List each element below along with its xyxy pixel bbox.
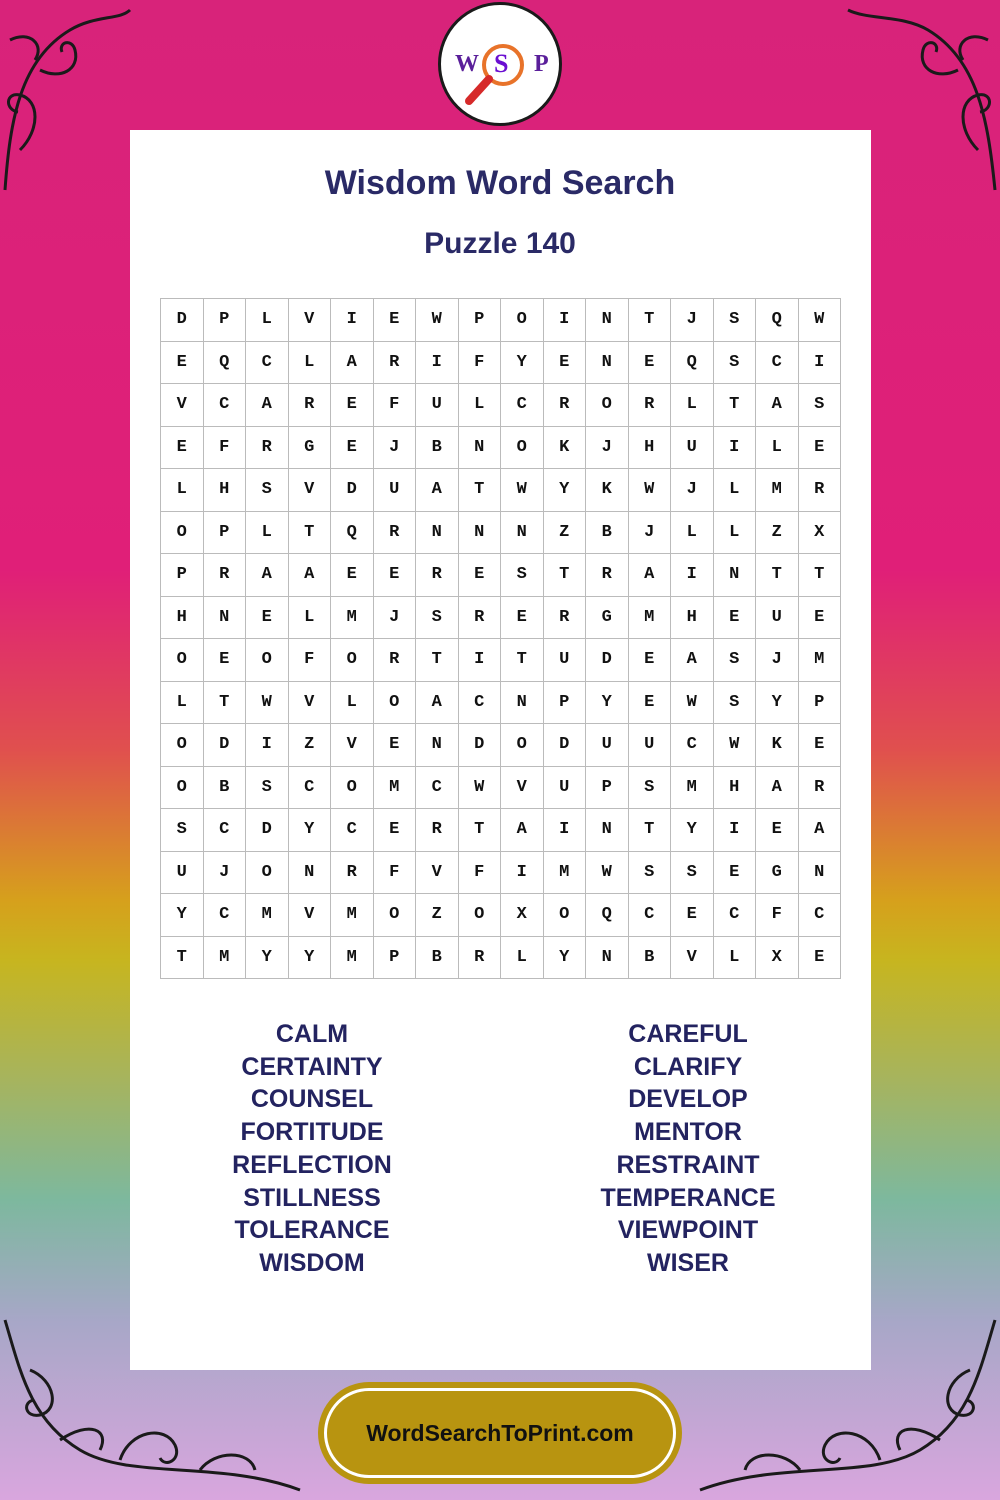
grid-cell: M <box>374 767 417 810</box>
grid-cell: R <box>374 639 417 682</box>
grid-cell: R <box>459 937 502 980</box>
grid-row <box>161 724 841 767</box>
grid-cell: H <box>629 427 672 470</box>
grid-cell: U <box>756 597 799 640</box>
grid-cell: T <box>289 512 332 555</box>
grid-cell: C <box>416 767 459 810</box>
grid-cell: S <box>501 554 544 597</box>
grid-cell: F <box>756 894 799 937</box>
grid-cell: L <box>246 512 289 555</box>
grid-cell: J <box>374 427 417 470</box>
grid-cell: K <box>586 469 629 512</box>
grid-row <box>161 469 841 512</box>
grid-cell: W <box>629 469 672 512</box>
grid-cell: V <box>161 384 204 427</box>
grid-cell: O <box>246 639 289 682</box>
grid-cell: T <box>161 937 204 980</box>
grid-cell: W <box>586 852 629 895</box>
grid-cell: I <box>246 724 289 767</box>
grid-cell: I <box>459 639 502 682</box>
grid-cell: V <box>289 894 332 937</box>
grid-cell: E <box>544 342 587 385</box>
grid-cell: E <box>161 427 204 470</box>
grid-cell: W <box>714 724 757 767</box>
grid-cell: E <box>331 554 374 597</box>
grid-row <box>161 299 841 342</box>
grid-cell: O <box>501 427 544 470</box>
grid-row <box>161 852 841 895</box>
grid-row <box>161 427 841 470</box>
grid-cell: U <box>416 384 459 427</box>
grid-cell: E <box>629 639 672 682</box>
word-list-item: DEVELOP <box>628 1085 748 1114</box>
grid-cell: A <box>501 809 544 852</box>
word-list-item: WISER <box>647 1248 729 1277</box>
grid-cell: R <box>799 469 842 512</box>
grid-cell: V <box>416 852 459 895</box>
grid-cell: B <box>204 767 247 810</box>
grid-cell: N <box>289 852 332 895</box>
magnifier-icon <box>441 5 559 123</box>
grid-cell: L <box>289 342 332 385</box>
grid-cell: E <box>799 427 842 470</box>
grid-cell: L <box>289 597 332 640</box>
grid-cell: O <box>161 639 204 682</box>
grid-cell: F <box>374 852 417 895</box>
grid-cell: J <box>671 469 714 512</box>
grid-cell: W <box>459 767 502 810</box>
grid-cell: O <box>161 767 204 810</box>
grid-cell: S <box>714 639 757 682</box>
word-list-item: REFLECTION <box>232 1150 392 1179</box>
grid-cell: C <box>246 342 289 385</box>
grid-cell: N <box>204 597 247 640</box>
grid-cell: Y <box>501 342 544 385</box>
grid-cell: I <box>671 554 714 597</box>
grid-cell: L <box>756 427 799 470</box>
grid-cell: J <box>586 427 629 470</box>
grid-cell: I <box>799 342 842 385</box>
grid-cell: D <box>331 469 374 512</box>
grid-cell: E <box>246 597 289 640</box>
grid-cell: L <box>714 512 757 555</box>
grid-cell: P <box>586 767 629 810</box>
grid-cell: E <box>629 682 672 725</box>
grid-cell: E <box>374 809 417 852</box>
grid-cell: A <box>246 384 289 427</box>
grid-cell: O <box>544 894 587 937</box>
grid-cell: P <box>459 299 502 342</box>
grid-cell: E <box>756 809 799 852</box>
grid-cell: C <box>204 894 247 937</box>
grid-cell: Z <box>756 512 799 555</box>
grid-cell: M <box>756 469 799 512</box>
grid-cell: G <box>289 427 332 470</box>
grid-cell: V <box>501 767 544 810</box>
grid-cell: E <box>204 639 247 682</box>
site-link-button[interactable]: WordSearchToPrint.com <box>324 1388 676 1478</box>
grid-cell: S <box>714 342 757 385</box>
grid-cell: M <box>246 894 289 937</box>
grid-cell: V <box>671 937 714 980</box>
grid-cell: E <box>799 724 842 767</box>
grid-cell: E <box>671 894 714 937</box>
grid-cell: T <box>501 639 544 682</box>
grid-cell: C <box>671 724 714 767</box>
grid-cell: E <box>161 342 204 385</box>
grid-row <box>161 597 841 640</box>
grid-cell: I <box>416 342 459 385</box>
grid-cell: N <box>714 554 757 597</box>
grid-cell: R <box>459 597 502 640</box>
grid-cell: D <box>246 809 289 852</box>
grid-cell: Q <box>671 342 714 385</box>
grid-cell: A <box>416 682 459 725</box>
grid-cell: N <box>501 512 544 555</box>
grid-cell: A <box>331 342 374 385</box>
grid-cell: W <box>246 682 289 725</box>
grid-cell: N <box>586 937 629 980</box>
grid-cell: B <box>629 937 672 980</box>
grid-cell: U <box>374 469 417 512</box>
grid-cell: N <box>799 852 842 895</box>
word-list-item: CERTAINTY <box>241 1052 383 1081</box>
grid-cell: A <box>416 469 459 512</box>
grid-row <box>161 342 841 385</box>
letter-grid <box>160 298 841 979</box>
grid-cell: T <box>799 554 842 597</box>
grid-cell: C <box>459 682 502 725</box>
grid-cell: Y <box>161 894 204 937</box>
grid-cell: M <box>629 597 672 640</box>
grid-cell: S <box>246 767 289 810</box>
grid-cell: J <box>756 639 799 682</box>
grid-cell: O <box>246 852 289 895</box>
grid-cell: N <box>586 342 629 385</box>
grid-cell: O <box>374 894 417 937</box>
grid-cell: R <box>331 852 374 895</box>
grid-cell: O <box>161 724 204 767</box>
grid-cell: D <box>459 724 502 767</box>
grid-cell: S <box>714 682 757 725</box>
grid-cell: V <box>289 682 332 725</box>
grid-cell: Z <box>289 724 332 767</box>
grid-cell: I <box>714 809 757 852</box>
grid-cell: F <box>459 852 502 895</box>
grid-cell: Y <box>544 469 587 512</box>
grid-cell: O <box>331 639 374 682</box>
grid-row <box>161 682 841 725</box>
grid-cell: T <box>459 469 502 512</box>
page-title: Wisdom Word Search <box>324 164 676 202</box>
grid-cell: E <box>331 384 374 427</box>
grid-cell: L <box>671 384 714 427</box>
grid-cell: N <box>501 682 544 725</box>
grid-cell: N <box>416 512 459 555</box>
grid-cell: A <box>799 809 842 852</box>
grid-cell: O <box>374 682 417 725</box>
grid-row <box>161 512 841 555</box>
grid-cell: T <box>459 809 502 852</box>
grid-cell: S <box>629 852 672 895</box>
grid-cell: O <box>331 767 374 810</box>
grid-cell: S <box>629 767 672 810</box>
logo-letter-s: S <box>494 49 509 78</box>
grid-cell: R <box>544 597 587 640</box>
grid-cell: S <box>246 469 289 512</box>
word-list-item: COUNSEL <box>250 1085 374 1114</box>
grid-row <box>161 937 841 980</box>
grid-cell: R <box>544 384 587 427</box>
grid-cell: U <box>629 724 672 767</box>
grid-cell: B <box>416 427 459 470</box>
grid-cell: M <box>331 894 374 937</box>
word-list-item: MENTOR <box>634 1118 742 1147</box>
grid-cell: V <box>331 724 374 767</box>
grid-cell: B <box>586 512 629 555</box>
grid-cell: E <box>331 427 374 470</box>
grid-cell: R <box>374 342 417 385</box>
grid-cell: P <box>544 682 587 725</box>
grid-cell: E <box>374 554 417 597</box>
grid-cell: E <box>799 937 842 980</box>
grid-cell: M <box>799 639 842 682</box>
grid-cell: W <box>416 299 459 342</box>
word-list-item: CALM <box>275 1020 349 1048</box>
grid-cell: D <box>586 639 629 682</box>
grid-cell: N <box>416 724 459 767</box>
grid-cell: A <box>289 554 332 597</box>
word-list-item: TOLERANCE <box>234 1216 390 1245</box>
grid-cell: L <box>246 299 289 342</box>
grid-cell: Y <box>289 809 332 852</box>
grid-cell: K <box>544 427 587 470</box>
word-list-right <box>538 1018 838 1280</box>
grid-cell: Q <box>204 342 247 385</box>
grid-cell: O <box>501 724 544 767</box>
grid-cell: Z <box>544 512 587 555</box>
grid-cell: W <box>671 682 714 725</box>
grid-cell: T <box>714 384 757 427</box>
word-list-item: FORTITUDE <box>240 1118 384 1147</box>
grid-cell: U <box>161 852 204 895</box>
grid-cell: R <box>246 427 289 470</box>
grid-cell: A <box>756 384 799 427</box>
grid-cell: S <box>416 597 459 640</box>
grid-cell: F <box>459 342 502 385</box>
grid-cell: T <box>544 554 587 597</box>
grid-cell: L <box>331 682 374 725</box>
grid-cell: N <box>586 809 629 852</box>
grid-cell: C <box>756 342 799 385</box>
grid-cell: Q <box>331 512 374 555</box>
grid-cell: Z <box>416 894 459 937</box>
grid-cell: H <box>161 597 204 640</box>
grid-cell: A <box>629 554 672 597</box>
grid-cell: Y <box>246 937 289 980</box>
grid-cell: P <box>204 299 247 342</box>
grid-cell: F <box>289 639 332 682</box>
grid-cell: F <box>204 427 247 470</box>
grid-cell: E <box>374 299 417 342</box>
grid-cell: S <box>714 299 757 342</box>
grid-cell: N <box>459 512 502 555</box>
grid-cell: G <box>586 597 629 640</box>
grid-cell: E <box>459 554 502 597</box>
grid-cell: A <box>671 639 714 682</box>
grid-cell: P <box>204 512 247 555</box>
grid-cell: G <box>756 852 799 895</box>
grid-cell: X <box>756 937 799 980</box>
word-list-item: WISDOM <box>259 1248 365 1277</box>
grid-cell: T <box>629 809 672 852</box>
grid-cell: J <box>204 852 247 895</box>
grid-cell: B <box>416 937 459 980</box>
grid-row <box>161 384 841 427</box>
grid-cell: T <box>416 639 459 682</box>
grid-cell: E <box>799 597 842 640</box>
logo-letter-p: P <box>534 51 549 77</box>
grid-cell: C <box>629 894 672 937</box>
grid-cell: L <box>161 682 204 725</box>
word-list-item: RESTRAINT <box>616 1150 760 1179</box>
word-list-item: VIEWPOINT <box>617 1216 759 1245</box>
grid-cell: R <box>799 767 842 810</box>
grid-cell: Y <box>671 809 714 852</box>
word-list-item: CAREFUL <box>628 1020 748 1048</box>
grid-cell: U <box>586 724 629 767</box>
grid-cell: C <box>501 384 544 427</box>
grid-cell: X <box>799 512 842 555</box>
grid-cell: N <box>459 427 502 470</box>
grid-cell: Y <box>756 682 799 725</box>
grid-cell: O <box>586 384 629 427</box>
grid-cell: W <box>799 299 842 342</box>
grid-cell: F <box>374 384 417 427</box>
grid-cell: V <box>289 469 332 512</box>
grid-cell: Y <box>289 937 332 980</box>
grid-cell: R <box>416 809 459 852</box>
grid-cell: L <box>671 512 714 555</box>
grid-cell: R <box>586 554 629 597</box>
grid-cell: T <box>204 682 247 725</box>
grid-cell: S <box>671 852 714 895</box>
word-list-item: CLARIFY <box>633 1052 743 1081</box>
grid-cell: R <box>204 554 247 597</box>
grid-cell: C <box>289 767 332 810</box>
grid-cell: R <box>629 384 672 427</box>
logo-letter-w: W <box>455 51 479 77</box>
grid-cell: C <box>331 809 374 852</box>
grid-cell: D <box>161 299 204 342</box>
grid-cell: N <box>586 299 629 342</box>
grid-cell: L <box>714 469 757 512</box>
grid-cell: E <box>374 724 417 767</box>
grid-cell: S <box>161 809 204 852</box>
grid-cell: T <box>756 554 799 597</box>
grid-cell: Y <box>544 937 587 980</box>
grid-cell: H <box>204 469 247 512</box>
grid-cell: C <box>204 384 247 427</box>
grid-cell: O <box>501 299 544 342</box>
grid-cell: U <box>544 767 587 810</box>
grid-cell: J <box>671 299 714 342</box>
grid-cell: L <box>161 469 204 512</box>
grid-cell: R <box>289 384 332 427</box>
grid-cell: A <box>756 767 799 810</box>
word-list-item: TEMPERANCE <box>600 1183 776 1212</box>
grid-cell: I <box>544 809 587 852</box>
grid-cell: Y <box>586 682 629 725</box>
grid-cell: C <box>204 809 247 852</box>
grid-row <box>161 554 841 597</box>
grid-cell: X <box>501 894 544 937</box>
grid-cell: D <box>544 724 587 767</box>
grid-cell: S <box>799 384 842 427</box>
grid-cell: H <box>714 767 757 810</box>
grid-cell: W <box>501 469 544 512</box>
grid-row <box>161 639 841 682</box>
grid-cell: E <box>501 597 544 640</box>
grid-cell: R <box>416 554 459 597</box>
grid-cell: I <box>501 852 544 895</box>
grid-cell: H <box>671 597 714 640</box>
logo <box>438 2 562 126</box>
grid-cell: L <box>714 937 757 980</box>
grid-cell: E <box>714 852 757 895</box>
grid-cell: Q <box>756 299 799 342</box>
grid-cell: V <box>289 299 332 342</box>
word-list-item: STILLNESS <box>243 1183 381 1212</box>
grid-cell: I <box>714 427 757 470</box>
grid-cell: M <box>544 852 587 895</box>
grid-cell: E <box>629 342 672 385</box>
grid-cell: P <box>161 554 204 597</box>
grid-cell: U <box>544 639 587 682</box>
grid-row <box>161 809 841 852</box>
grid-cell: M <box>331 937 374 980</box>
grid-cell: D <box>204 724 247 767</box>
grid-cell: C <box>714 894 757 937</box>
grid-cell: P <box>374 937 417 980</box>
grid-cell: Q <box>586 894 629 937</box>
grid-cell: T <box>629 299 672 342</box>
grid-cell: A <box>246 554 289 597</box>
grid-row <box>161 894 841 937</box>
grid-cell: K <box>756 724 799 767</box>
grid-cell: J <box>629 512 672 555</box>
grid-cell: C <box>799 894 842 937</box>
grid-cell: R <box>374 512 417 555</box>
grid-cell: I <box>544 299 587 342</box>
puzzle-number: Puzzle 140 <box>424 227 576 260</box>
grid-cell: I <box>331 299 374 342</box>
grid-cell: M <box>204 937 247 980</box>
grid-cell: E <box>714 597 757 640</box>
grid-cell: O <box>459 894 502 937</box>
grid-cell: P <box>799 682 842 725</box>
grid-cell: U <box>671 427 714 470</box>
grid-row <box>161 767 841 810</box>
grid-cell: O <box>161 512 204 555</box>
grid-cell: J <box>374 597 417 640</box>
grid-cell: L <box>459 384 502 427</box>
grid-cell: M <box>331 597 374 640</box>
grid-cell: L <box>501 937 544 980</box>
grid-cell: M <box>671 767 714 810</box>
word-list-left <box>162 1018 462 1280</box>
